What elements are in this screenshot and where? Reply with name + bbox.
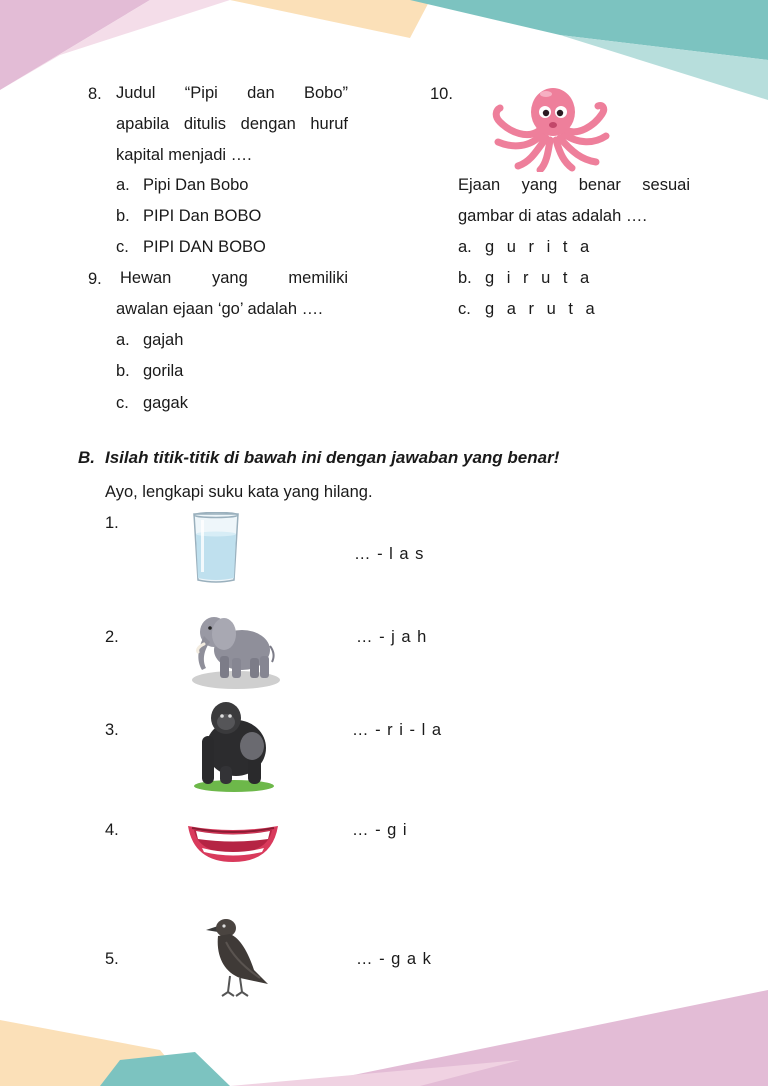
teeth-icon [186, 822, 280, 864]
question-number: 9. [88, 270, 102, 288]
question-number: 8. [88, 85, 102, 103]
item-number: 1. [105, 514, 119, 532]
question-text-line: Ejaan yang benar sesuai [458, 176, 690, 194]
crow-icon [196, 908, 272, 1000]
question-number: 10. [430, 85, 453, 103]
elephant-icon [184, 604, 280, 690]
option-b[interactable]: b. g i r u t a [458, 269, 594, 287]
glass-icon [192, 512, 240, 584]
option-a[interactable]: a. g u r i t a [458, 238, 594, 256]
question-text-line: gambar di atas adalah …. [458, 207, 647, 225]
missing-syllable-answer[interactable]: … - l a s [354, 545, 425, 563]
question-text-line: kapital menjadi …. [116, 146, 252, 164]
option-b[interactable]: b. gorila [116, 362, 184, 380]
missing-syllable-answer[interactable]: … - g a k [356, 950, 432, 968]
option-c[interactable]: c. PIPI DAN BOBO [116, 238, 266, 256]
question-text-line: Judul “Pipi dan Bobo” [116, 84, 348, 102]
question-text-line: awalan ejaan ‘go’ adalah …. [116, 300, 323, 318]
option-a[interactable]: a. Pipi Dan Bobo [116, 176, 249, 194]
question-text-line: apabila ditulis dengan huruf [116, 115, 348, 133]
missing-syllable-answer[interactable]: … - g i [352, 821, 408, 839]
gorilla-icon [192, 696, 276, 792]
item-number: 4. [105, 821, 119, 839]
section-b-intro: Ayo, lengkapi suku kata yang hilang. [105, 483, 373, 501]
question-text-line: Hewan yang memiliki [120, 269, 348, 287]
missing-syllable-answer[interactable]: … - r i - l a [352, 721, 442, 739]
item-number: 2. [105, 628, 119, 646]
option-b[interactable]: b. PIPI Dan BOBO [116, 207, 262, 225]
octopus-icon [490, 82, 614, 172]
option-c[interactable]: c. gagak [116, 394, 188, 412]
item-number: 3. [105, 721, 119, 739]
item-number: 5. [105, 950, 119, 968]
option-a[interactable]: a. gajah [116, 331, 184, 349]
missing-syllable-answer[interactable]: … - j a h [356, 628, 428, 646]
option-c[interactable]: c. g a r u t a [458, 300, 599, 318]
section-b-title: B. Isilah titik-titik di bawah ini dengan jawaban yang benar! [78, 448, 560, 467]
